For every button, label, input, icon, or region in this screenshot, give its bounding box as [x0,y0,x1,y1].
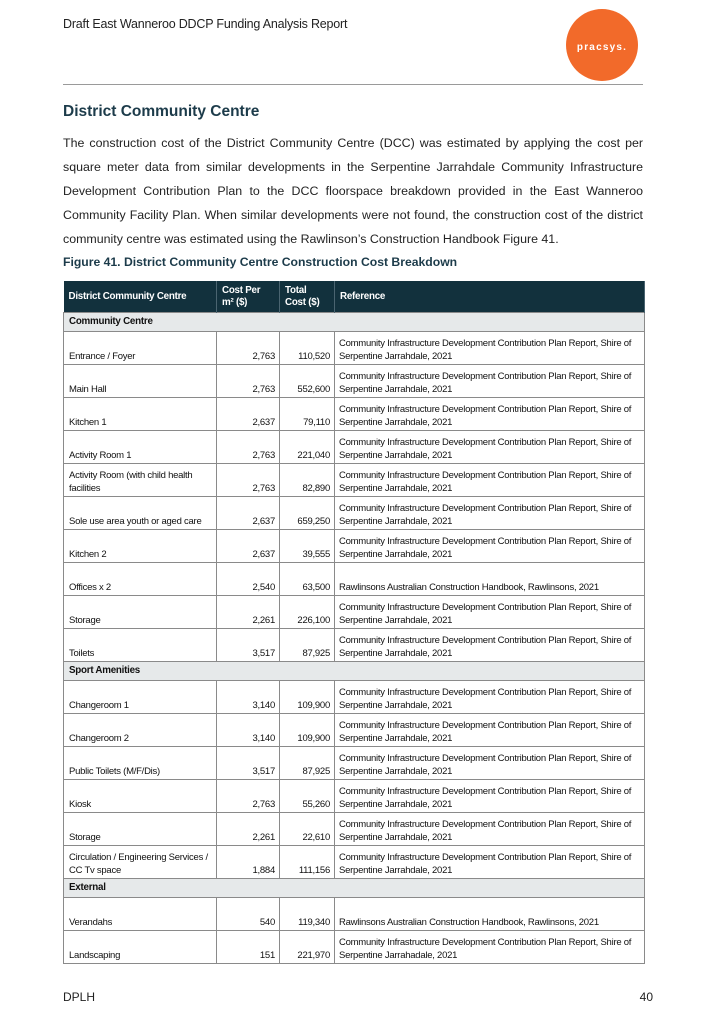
item-name-cell: Kiosk [64,780,217,813]
cost-per-m2-cell: 540 [217,898,280,931]
total-cost-cell: 552,600 [280,365,335,398]
total-cost-cell: 119,340 [280,898,335,931]
category-label: Community Centre [64,313,645,332]
item-name-cell: Changeroom 1 [64,681,217,714]
cost-per-m2-cell: 2,763 [217,780,280,813]
page-number: 40 [639,990,653,1004]
total-cost-cell: 87,925 [280,747,335,780]
reference-cell: Rawlinsons Australian Construction Handbook, Rawlinsons, 2021 [335,563,645,596]
reference-cell: Community Infrastructure Development Contribution Plan Report, Shire of Serpentine Jarrahdale, 2021 [335,780,645,813]
total-cost-cell: 226,100 [280,596,335,629]
cost-per-m2-cell: 2,763 [217,464,280,497]
reference-cell: Community Infrastructure Development Contribution Plan Report, Shire of Serpentine Jarrahadale, 2021 [335,931,645,964]
table-row [64,497,645,530]
cost-breakdown-table [63,281,645,964]
cost-per-m2-cell: 2,261 [217,813,280,846]
item-name-cell: Verandahs [64,898,217,931]
cost-per-m2-cell: 2,540 [217,563,280,596]
item-name-cell: Circulation / Engineering Services / CC Tv space [64,846,217,879]
header-cost-per-m2: Cost Per m² ($) [217,281,280,313]
total-cost-cell: 109,900 [280,714,335,747]
table-header-row [64,281,645,313]
reference-cell: Community Infrastructure Development Contribution Plan Report, Shire of Serpentine Jarrahdale, 2021 [335,464,645,497]
category-label: Sport Amenities [64,662,645,681]
table-row [64,563,645,596]
header-reference: Reference [335,281,645,313]
cost-per-m2-cell: 3,140 [217,714,280,747]
cost-per-m2-cell: 2,763 [217,365,280,398]
reference-cell: Rawlinsons Australian Construction Handbook, Rawlinsons, 2021 [335,898,645,931]
table-row [64,931,645,964]
reference-cell: Community Infrastructure Development Contribution Plan Report, Shire of Serpentine Jarrahdale, 2021 [335,398,645,431]
item-name-cell: Kitchen 1 [64,398,217,431]
cost-per-m2-cell: 151 [217,931,280,964]
category-row [64,662,645,681]
cost-per-m2-cell: 2,637 [217,530,280,563]
section-heading: District Community Centre [63,103,260,120]
cost-per-m2-cell: 2,763 [217,431,280,464]
category-label: External [64,879,645,898]
header-divider [63,84,643,85]
cost-per-m2-cell: 3,140 [217,681,280,714]
reference-cell: Community Infrastructure Development Contribution Plan Report, Shire of Serpentine Jarrahdale, 2021 [335,714,645,747]
total-cost-cell: 109,900 [280,681,335,714]
item-name-cell: Landscaping [64,931,217,964]
table-row [64,780,645,813]
document-header-title: Draft East Wanneroo DDCP Funding Analysis Report [63,17,348,31]
item-name-cell: Sole use area youth or aged care [64,497,217,530]
item-name-cell: Toilets [64,629,217,662]
table-row [64,464,645,497]
table-row [64,898,645,931]
body-paragraph: The construction cost of the District Community Centre (DCC) was estimated by applying the cost per square meter data from similar developments in the Serpentine Jarrahdale Community Infrastructure Development Contribution Plan to the DCC floorspace breakdown provided in the East Wanneroo Community Facility Plan. When similar developments were not found, the construction cost of the district community centre was estimated using the Rawlinson’s Construction Handbook Figure 41. [63,136,643,246]
item-name-cell: Storage [64,813,217,846]
table-row [64,681,645,714]
table-row [64,813,645,846]
total-cost-cell: 111,156 [280,846,335,879]
total-cost-cell: 39,555 [280,530,335,563]
figure-caption: Figure 41. District Community Centre Construction Cost Breakdown [63,255,458,269]
logo-text: pracsys. [576,41,628,53]
reference-cell: Community Infrastructure Development Contribution Plan Report, Shire of Serpentine Jarrahdale, 2021 [335,365,645,398]
item-name-cell: Main Hall [64,365,217,398]
item-name-cell: Activity Room 1 [64,431,217,464]
reference-cell: Community Infrastructure Development Contribution Plan Report, Shire of Serpentine Jarrahdale, 2021 [335,497,645,530]
cost-per-m2-cell: 2,261 [217,596,280,629]
reference-cell: Community Infrastructure Development Contribution Plan Report, Shire of Serpentine Jarrahdale, 2021 [335,431,645,464]
reference-cell: Community Infrastructure Development Contribution Plan Report, Shire of Serpentine Jarrahdale, 2021 [335,813,645,846]
total-cost-cell: 659,250 [280,497,335,530]
item-name-cell: Public Toilets (M/F/Dis) [64,747,217,780]
header-district-community-centre: District Community Centre [64,281,217,313]
item-name-cell: Storage [64,596,217,629]
cost-per-m2-cell: 3,517 [217,747,280,780]
cost-per-m2-cell: 2,637 [217,398,280,431]
table-row [64,714,645,747]
item-name-cell: Entrance / Foyer [64,332,217,365]
header-total-cost: Total Cost ($) [280,281,335,313]
total-cost-cell: 110,520 [280,332,335,365]
reference-cell: Community Infrastructure Development Contribution Plan Report, Shire of Serpentine Jarrahdale, 2021 [335,846,645,879]
reference-cell: Community Infrastructure Development Contribution Plan Report, Shire of Serpentine Jarrahdale, 2021 [335,629,645,662]
reference-cell: Community Infrastructure Development Contribution Plan Report, Shire of Serpentine Jarrahdale, 2021 [335,530,645,563]
total-cost-cell: 79,110 [280,398,335,431]
category-row [64,879,645,898]
category-row [64,313,645,332]
reference-cell: Community Infrastructure Development Contribution Plan Report, Shire of Serpentine Jarrahdale, 2021 [335,332,645,365]
item-name-cell: Activity Room (with child health facilities [64,464,217,497]
item-name-cell: Changeroom 2 [64,714,217,747]
table-row [64,747,645,780]
table-row [64,846,645,879]
cost-per-m2-cell: 2,763 [217,332,280,365]
total-cost-cell: 55,260 [280,780,335,813]
item-name-cell: Kitchen 2 [64,530,217,563]
reference-cell: Community Infrastructure Development Contribution Plan Report, Shire of Serpentine Jarrahdale, 2021 [335,596,645,629]
total-cost-cell: 87,925 [280,629,335,662]
total-cost-cell: 221,970 [280,931,335,964]
total-cost-cell: 63,500 [280,563,335,596]
cost-per-m2-cell: 3,517 [217,629,280,662]
cost-per-m2-cell: 1,884 [217,846,280,879]
cost-per-m2-cell: 2,637 [217,497,280,530]
table-row [64,431,645,464]
table-row [64,398,645,431]
table-row [64,629,645,662]
item-name-cell: Offices x 2 [64,563,217,596]
table-row [64,596,645,629]
table-row [64,365,645,398]
pracsys-logo [566,9,638,81]
reference-cell: Community Infrastructure Development Contribution Plan Report, Shire of Serpentine Jarrahdale, 2021 [335,747,645,780]
footer-organisation: DPLH [63,990,96,1004]
total-cost-cell: 82,890 [280,464,335,497]
total-cost-cell: 221,040 [280,431,335,464]
table-row [64,530,645,563]
table-row [64,332,645,365]
total-cost-cell: 22,610 [280,813,335,846]
table-body [64,313,645,964]
reference-cell: Community Infrastructure Development Contribution Plan Report, Shire of Serpentine Jarrahdale, 2021 [335,681,645,714]
